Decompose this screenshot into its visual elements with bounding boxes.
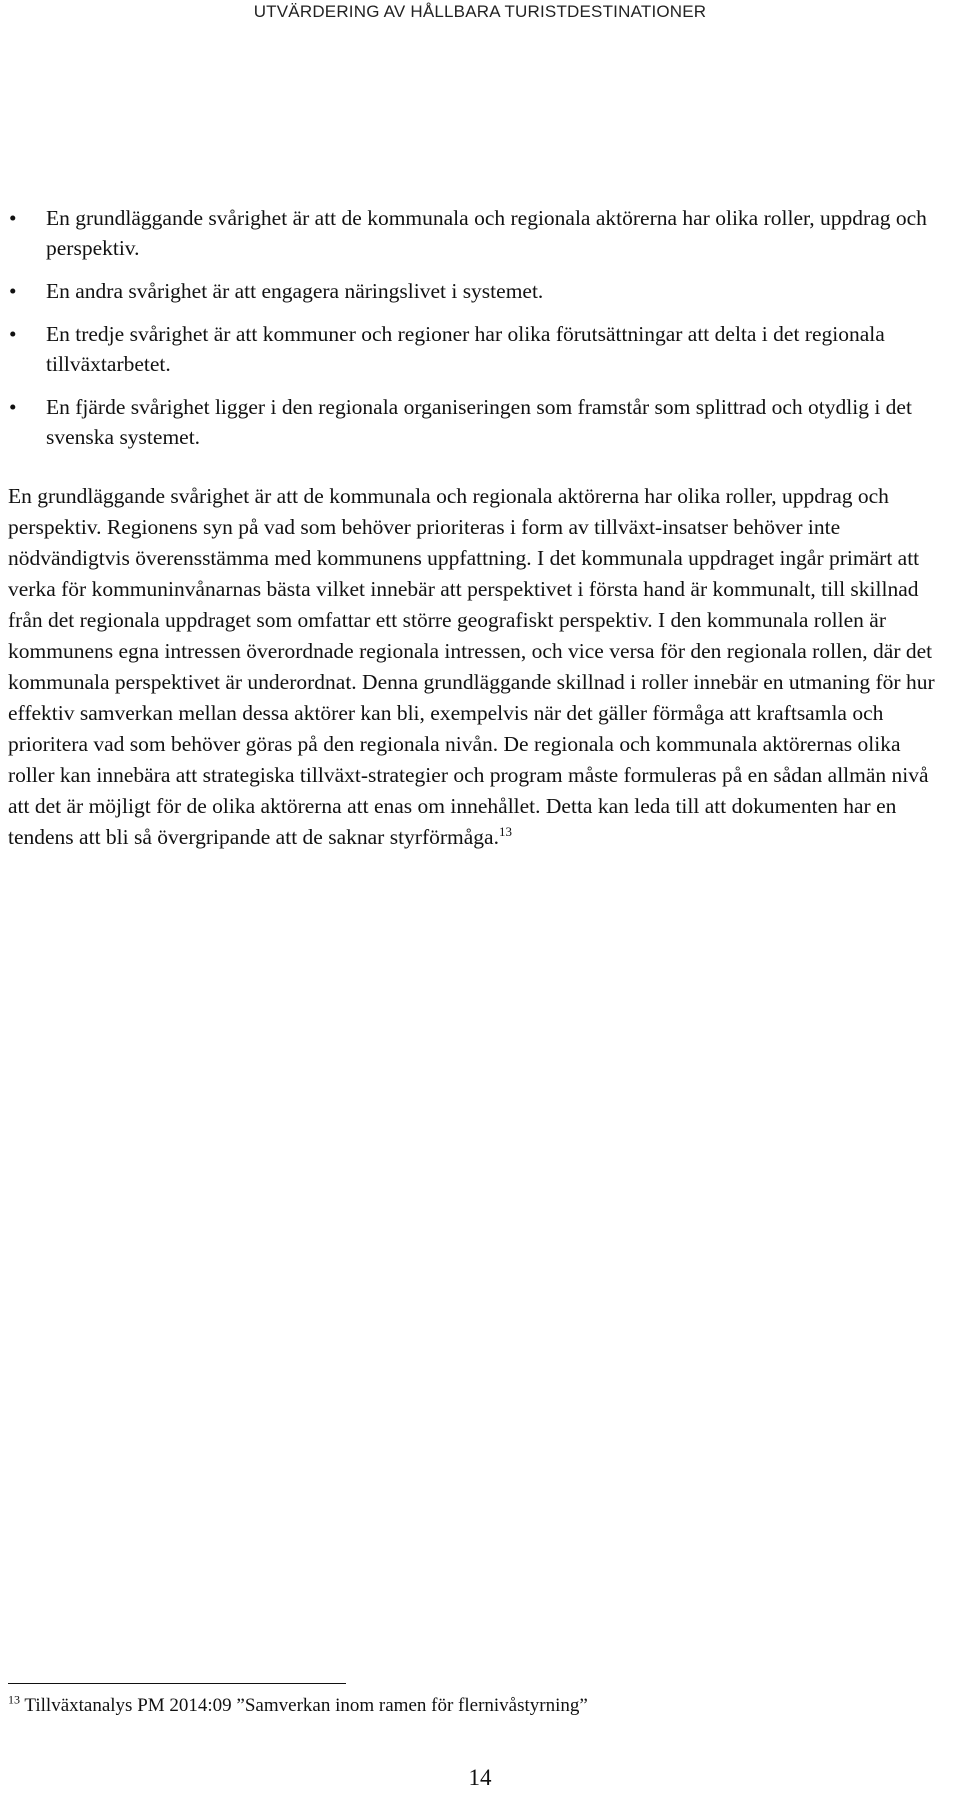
bullet-text: En fjärde svårighet ligger i den regionala organiseringen som framstår som splittrad och otydlig i det svenska systemet. xyxy=(46,395,912,449)
paragraph-text: En grundläggande svårighet är att de kommunala och regionala aktörerna har olika roller, uppdrag och perspektiv. Regionens syn på vad som behöver prioriteras i form av tillväxt-insatser behöver inte nödvändigtvis överensstämma med kommunens uppfattning. I det kommunala uppdraget ingår primärt att verka för kommuninvånarnas bästa vilket innebär att perspektivet i första hand är kommunalt, till skillnad från det regionala uppdraget som omfattar ett större geografiskt perspektiv. I den kommunala rollen är kommunens egna intressen överordnade regionala intressen, och vice versa för den regionala rollen, där det kommunala perspektivet är underordnat. Denna grundläggande skillnad i roller innebär en utmaning för hur effektiv samverkan mellan dessa aktörer kan bli, exempelvis när det gäller förmåga att kraftsamla och prioritera vad som behöver göras på den regionala nivån. De regionala och kommunala aktörernas olika roller kan innebära att strategiska tillväxt-strategier och program måste formuleras på en sådan allmän nivå att det är möjligt för de olika aktörerna att enas om innehållet. Detta kan leda till att dokumenten har en tendens att bli så övergripande att de saknar styrförmåga. xyxy=(8,484,935,849)
footnote xyxy=(8,1693,938,1719)
footnote-number: 13 xyxy=(8,1692,20,1707)
bullet-list xyxy=(8,203,948,465)
bullet-text: En andra svårighet är att engagera näringslivet i systemet. xyxy=(46,279,544,303)
bullet-text: En tredje svårighet är att kommuner och regioner har olika förutsättningar att delta i det regionala tillväxtarbetet. xyxy=(46,322,885,376)
bullet-icon: • xyxy=(9,206,17,230)
body-paragraph xyxy=(8,481,946,853)
bullet-item xyxy=(8,319,948,379)
bullet-item xyxy=(8,203,948,263)
bullet-text: En grundläggande svårighet är att de kommunala och regionala aktörerna har olika roller, uppdrag och perspektiv. xyxy=(46,206,927,260)
bullet-icon: • xyxy=(9,322,17,346)
bullet-item xyxy=(8,392,948,452)
bullet-item xyxy=(8,276,948,306)
running-header: UTVÄRDERING AV HÅLLBARA TURISTDESTINATIONER xyxy=(253,2,707,21)
footnote-divider xyxy=(8,1683,346,1684)
bullet-icon: • xyxy=(9,279,17,303)
page-number: 14 xyxy=(468,1765,492,1790)
footnote-text: Tillväxtanalys PM 2014:09 ”Samverkan inom ramen för flernivåstyrning” xyxy=(24,1695,588,1716)
footnote-reference[interactable]: 13 xyxy=(498,823,512,839)
bullet-icon: • xyxy=(9,395,17,419)
